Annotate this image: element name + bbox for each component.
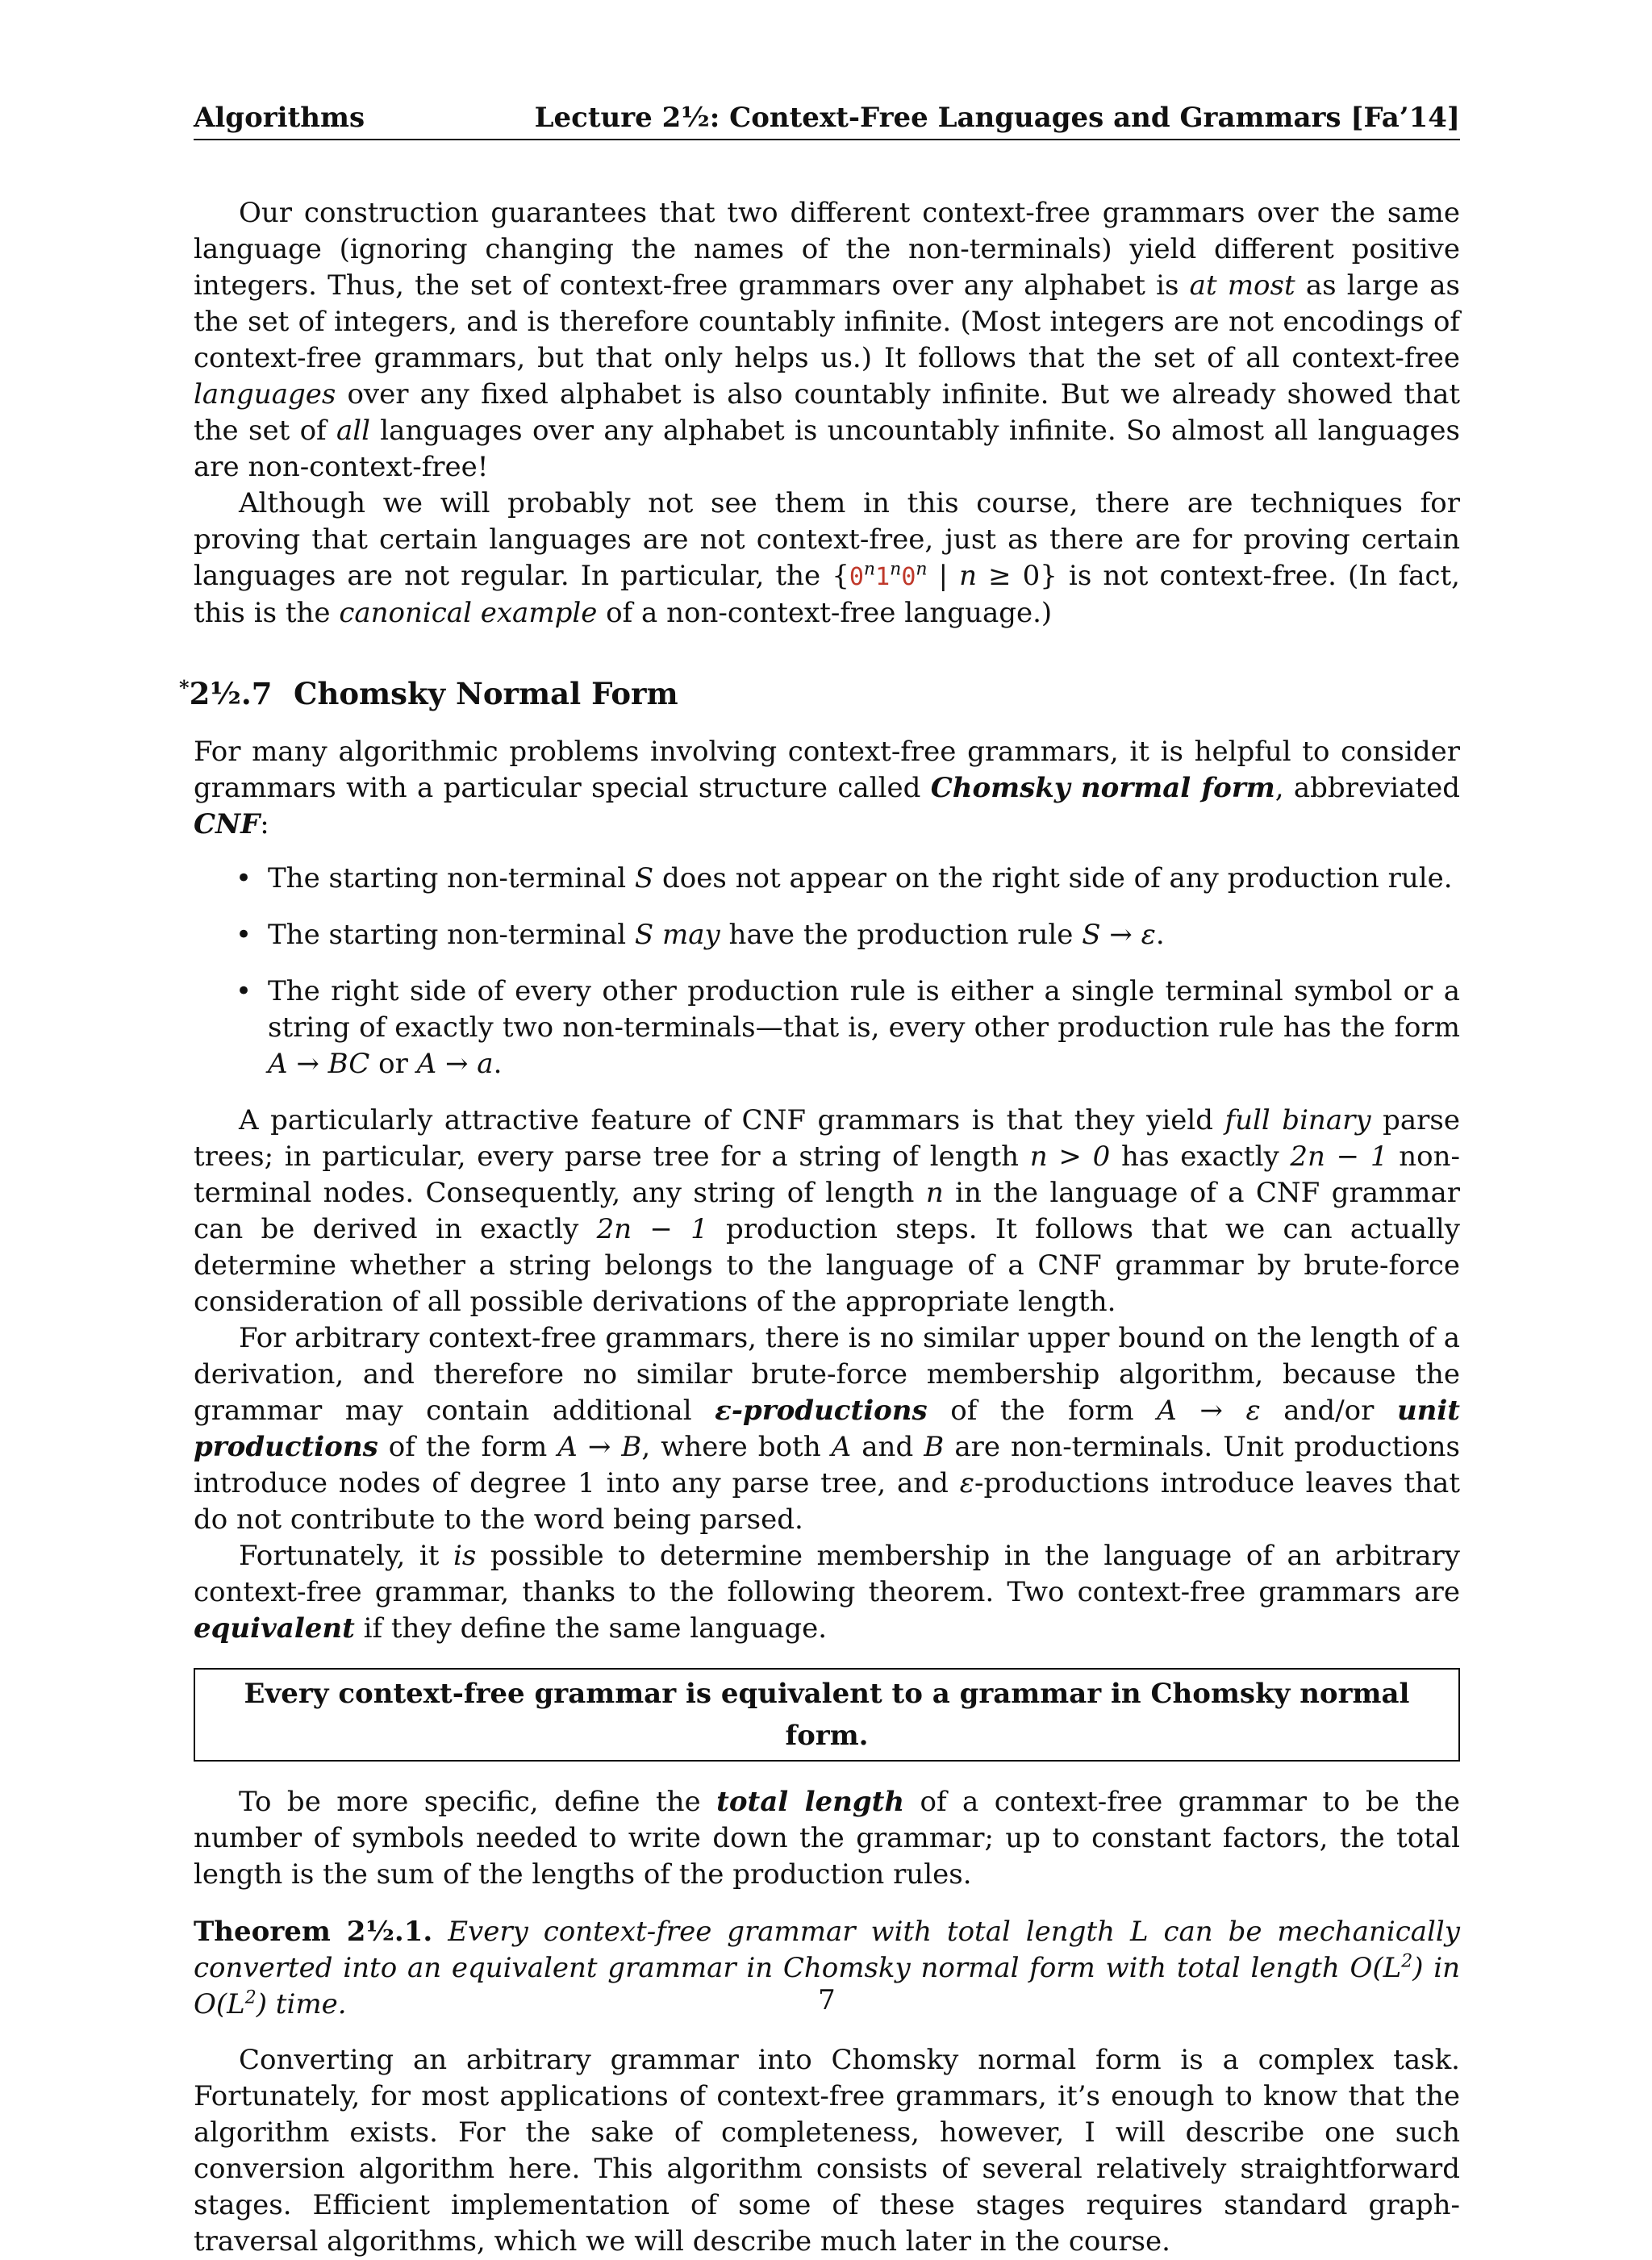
boxed-claim: Every context-free grammar is equivalent to a grammar in Chomsky normal form. bbox=[194, 1668, 1460, 1762]
page-number: 7 bbox=[818, 1984, 836, 2016]
cnf-rules-list bbox=[194, 861, 1460, 1082]
paragraph-membership: Fortunately, it is possible to determine membership in the language of an arbitrary context-free grammar, thanks to the following theorem. Two context-free grammars are equivalent if they define the same language. bbox=[194, 1540, 1460, 1645]
list-item: • The starting non-terminal S does not appear on the right side of any production rule. bbox=[194, 861, 1460, 897]
theorem: Theorem 2½.1. Every context-free grammar with total length L can be mechanically converted into an equivalent grammar in Chomsky normal form with total length $O(L^2)$ in $O(L^2)$ time. bbox=[194, 1916, 1460, 2020]
paragraph-cnf-intro: For many algorithmic problems involving context-free grammars, it is helpful to consider grammars with a particular special structure called Chomsky normal form, abbreviated CNF: bbox=[194, 736, 1460, 840]
language-set-expression: {0$^n$1$^n$0$^n$ | n ≥ 0} bbox=[832, 559, 1058, 592]
header-course-title: Algorithms bbox=[194, 102, 365, 134]
paragraph-total-length: To be more specific, define the total length of a context-free grammar to be the number of symbols needed to write down the grammar; up to constant factors, the total length is the sum of the lengths of the production rules. bbox=[194, 1786, 1460, 1891]
body-text bbox=[179, 195, 1461, 2260]
running-header bbox=[194, 97, 1460, 140]
paragraph-cnf-feature: A particularly attractive feature of CNF grammars is that they yield full binary parse trees; in particular, every parse tree for a string of length n > 0 has exactly 2n − 1 non-terminal nodes. Consequently, any string of length n in the language of a CNF grammar can be derived in exactly 2n − 1 production steps. It follows that we can actually determine whether a string belongs to the language of a CNF grammar by brute-force consideration of all possible derivations of the appropriate length. bbox=[194, 1104, 1461, 1318]
paragraph-arbitrary-grammars: For arbitrary context-free grammars, there is no similar upper bound on the length of a derivation, and therefore no similar brute-force membership algorithm, because the grammar may contain additional ε-productions of the form A → ε and/or unit productions of the form A → B, where both A and B are non-terminals. Unit productions introduce nodes of degree 1 into any parse tree, and ε-productions introduce leaves that do not contribute to the word being parsed. bbox=[194, 1322, 1461, 1536]
paragraph-conversion: Converting an arbitrary grammar into Chomsky normal form is a complex task. Fortunately, for most applications of context-free grammars, it’s enough to know that the algorithm exists. For the sake of completeness, however, I will describe one such conversion algorithm here. This algorithm consists of several relatively straightforward stages. Efficient implementation of some of these stages requires standard graph-traversal algorithms, which we will describe much later in the course. bbox=[194, 2044, 1460, 2258]
list-item: • The right side of every other production rule is either a single terminal symbol or a string of exactly two non-terminals—that is, every other production rule has the form A → BC or A → a. bbox=[194, 974, 1460, 1082]
theorem-label: Theorem 2½.1. bbox=[194, 1916, 433, 1948]
list-item: • The starting non-terminal S may have the production rule S → ε. bbox=[194, 917, 1460, 953]
paragraph-countability: Our construction guarantees that two different context-free grammars over the same language (ignoring changing the names of the non-terminals) yield different positive integers. Thus, the set of context-free grammars over any alphabet is at most as large as the set of integers, and is therefore countably infinite. (Most integers are not encodings of context-free grammars, but that only helps us.) It follows that the set of all context-free languages over any fixed alphabet is also countably infinite. But we already showed that the set of all languages over any alphabet is uncountably infinite. So almost all languages are non-context-free! bbox=[194, 197, 1460, 483]
section-heading: *2½.7 Chomsky Normal Form bbox=[179, 676, 678, 711]
boxed-claim-wrapper bbox=[194, 1668, 1460, 1762]
paragraph-non-context-free: Although we will probably not see them in this course, there are techniques for proving that certain languages are not context-free, just as there are for proving certain languages are not regular. In particular, the {0$^n$1$^n$0$^n$ | n ≥ 0} is not context-free. (In fact, this is the canonical example of a non-context-free language.) bbox=[194, 487, 1460, 629]
header-lecture-title: Lecture 2½: Context-Free Languages and Grammars [Fa’14] bbox=[534, 102, 1460, 134]
